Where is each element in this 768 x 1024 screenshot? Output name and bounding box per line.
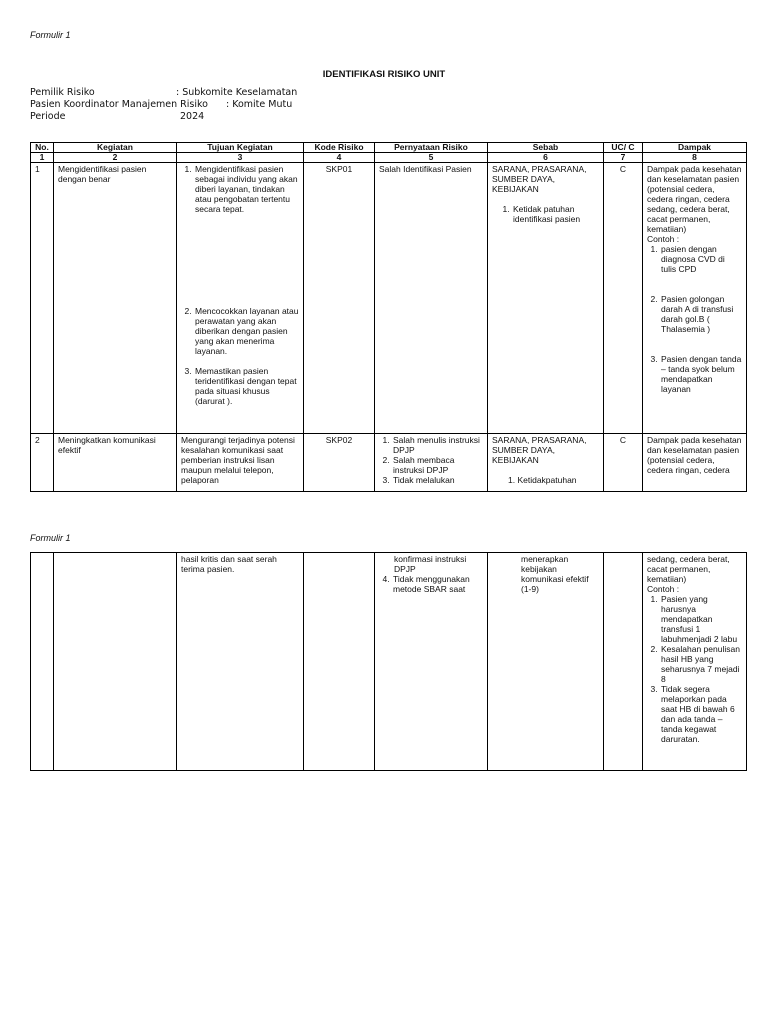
row1-statement: Salah Identifikasi Pasien xyxy=(375,163,488,434)
row2-goal-part2: hasil kritis dan saat serah terima pasien. xyxy=(177,553,304,771)
coordinator-value: : Komite Mutu xyxy=(226,99,293,110)
row2-cause-part2: menerapkan kebijakan komunikasi efektif (1-9) xyxy=(521,554,589,594)
col-number: 4 xyxy=(304,153,375,163)
row1-impact xyxy=(643,163,747,434)
header-row xyxy=(31,143,747,153)
header-impact: Dampak xyxy=(643,143,747,153)
risk-table-page2 xyxy=(30,552,747,771)
col-number: 1 xyxy=(31,153,54,163)
row2-statement-3-cont: konfirmasi instruksi DPJP xyxy=(394,554,467,574)
header-statement: Pernyataan Risiko xyxy=(375,143,488,153)
col-number: 2 xyxy=(54,153,177,163)
row2-cont-code xyxy=(304,553,375,771)
form-label-page1: Formulir 1 xyxy=(30,30,71,40)
period-label: Periode xyxy=(30,111,66,122)
owner-label: Pemilik Risiko xyxy=(30,87,95,98)
period-value: 2024 xyxy=(180,111,205,122)
header-code: Kode Risiko xyxy=(304,143,375,153)
row2-cause-part1: 1. Ketidakpatuhan xyxy=(508,475,577,485)
row2-statements xyxy=(375,434,488,492)
row2-cause-intro: SARANA, PRASARANA, SUMBER DAYA, KEBIJAKAN xyxy=(492,435,587,465)
row2-cont-cause xyxy=(488,553,604,771)
row2-impact-1: 1. Pasien yang harusnya mendapatkan transfusi 1 labuhmenjadi 2 labu xyxy=(660,594,742,644)
form-label-page2: Formulir 1 xyxy=(30,533,71,543)
col-number: 6 xyxy=(488,153,604,163)
row1-uc: C xyxy=(604,163,643,434)
meta-owner-row xyxy=(30,87,298,99)
row2-impact-2: 2. Kesalahan penulisan hasil HB yang seharusnya 7 mejadi 8 xyxy=(660,644,742,684)
row1-activity: Mengidentifikasi pasien dengan benar xyxy=(54,163,177,434)
row1-goal-3: 3. Memastikan pasien teridentifikasi dengan tepat pada situasi khusus (darurat ). xyxy=(194,366,299,406)
row1-impact-intro: Dampak pada kesehatan dan keselamatan pasien (potensial cedera, cedera ringan, cedera sedang, cedera berat, cacat permanen, kematiian) xyxy=(647,164,742,234)
table-row xyxy=(31,553,747,771)
col-number: 3 xyxy=(177,153,304,163)
row1-cause-intro: SARANA, PRASARANA, SUMBER DAYA, KEBIJAKAN xyxy=(492,164,587,194)
col-number: 7 xyxy=(604,153,643,163)
row2-cont-no xyxy=(31,553,54,771)
header-goal: Tujuan Kegiatan xyxy=(177,143,304,153)
row2-no: 2 xyxy=(31,434,54,492)
row2-impact-part2: sedang, cedera berat, cacat permanen, kematiian) xyxy=(647,554,730,584)
row2-uc: C xyxy=(604,434,643,492)
document-title: IDENTIFIKASI RISIKO UNIT xyxy=(322,69,446,80)
meta-block xyxy=(30,87,298,123)
table-row xyxy=(31,434,747,492)
row1-impact-3: 3. Pasien dengan tanda – tanda syok belum mendapatkan layanan xyxy=(660,354,742,394)
row1-goal-1: 1. Mengidentifikasi pasien sebagai individu yang akan diberi layanan, tindakan atau pengobatan tertentu secara tepat. xyxy=(194,164,299,214)
owner-value: : Subkomite Keselamatan xyxy=(176,87,298,98)
row1-code: SKP01 xyxy=(304,163,375,434)
row2-cont-uc xyxy=(604,553,643,771)
row2-statement-3: 3. Tidak melalukan xyxy=(392,475,483,485)
row2-cause xyxy=(488,434,604,492)
row1-goals xyxy=(177,163,304,434)
header-activity: Kegiatan xyxy=(54,143,177,153)
header-uc: UC/ C xyxy=(604,143,643,153)
row2-cont-statements xyxy=(375,553,488,771)
coordinator-label: Pasien Koordinator Manajemen Risiko xyxy=(30,99,208,110)
row1-impact-example-label: Contoh : xyxy=(647,234,680,244)
row2-code: SKP02 xyxy=(304,434,375,492)
row2-cont-impact xyxy=(643,553,747,771)
header-no: No. xyxy=(31,143,54,153)
row1-goal-2: 2. Mencocokkan layanan atau perawatan yang akan diberikan dengan pasien yang akan menerima layanan. xyxy=(194,306,299,356)
column-number-row xyxy=(31,153,747,163)
col-number: 5 xyxy=(375,153,488,163)
row2-goal-part1: Mengurangi terjadinya potensi kesalahan komunikasi saat pemberian instruksi lisan maupun melalui telepon, pelaporan xyxy=(177,434,304,492)
row2-cont-activity xyxy=(54,553,177,771)
meta-period-row xyxy=(30,111,208,123)
meta-coordinator-row xyxy=(30,99,293,111)
row1-cause xyxy=(488,163,604,434)
row2-activity: Meningkatkan komunikasi efektif xyxy=(54,434,177,492)
row1-impact-2: 2. Pasien golongan darah A di transfusi darah gol.B ( Thalasemia ) xyxy=(660,294,742,334)
row2-impact-example-label: Contoh : xyxy=(647,584,680,594)
table-row xyxy=(31,163,747,434)
header-cause: Sebab xyxy=(488,143,604,153)
row1-no: 1 xyxy=(31,163,54,434)
row2-impact-part1: Dampak pada kesehatan dan keselamatan pasien (potensial cedera, cedera ringan, cedera xyxy=(643,434,747,492)
row1-cause-1: 1. Ketidak patuhan identifikasi pasien xyxy=(512,204,599,224)
row1-impact-1: 1. pasien dengan diagnosa CVD di tulis CPD xyxy=(660,244,742,274)
row2-impact-3: 3. Tidak segera melaporkan pada saat HB di bawah 6 dan ada tanda – tanda kegawat daruratan. xyxy=(660,684,742,744)
col-number: 8 xyxy=(643,153,747,163)
row2-statement-2: 2. Salah membaca instruksi DPJP xyxy=(392,455,483,475)
risk-table-page1 xyxy=(30,142,747,492)
row2-statement-4: 4. Tidak menggunakan metode SBAR saat xyxy=(392,574,483,594)
row2-statement-1: 1. Salah menulis instruksi DPJP xyxy=(392,435,483,455)
